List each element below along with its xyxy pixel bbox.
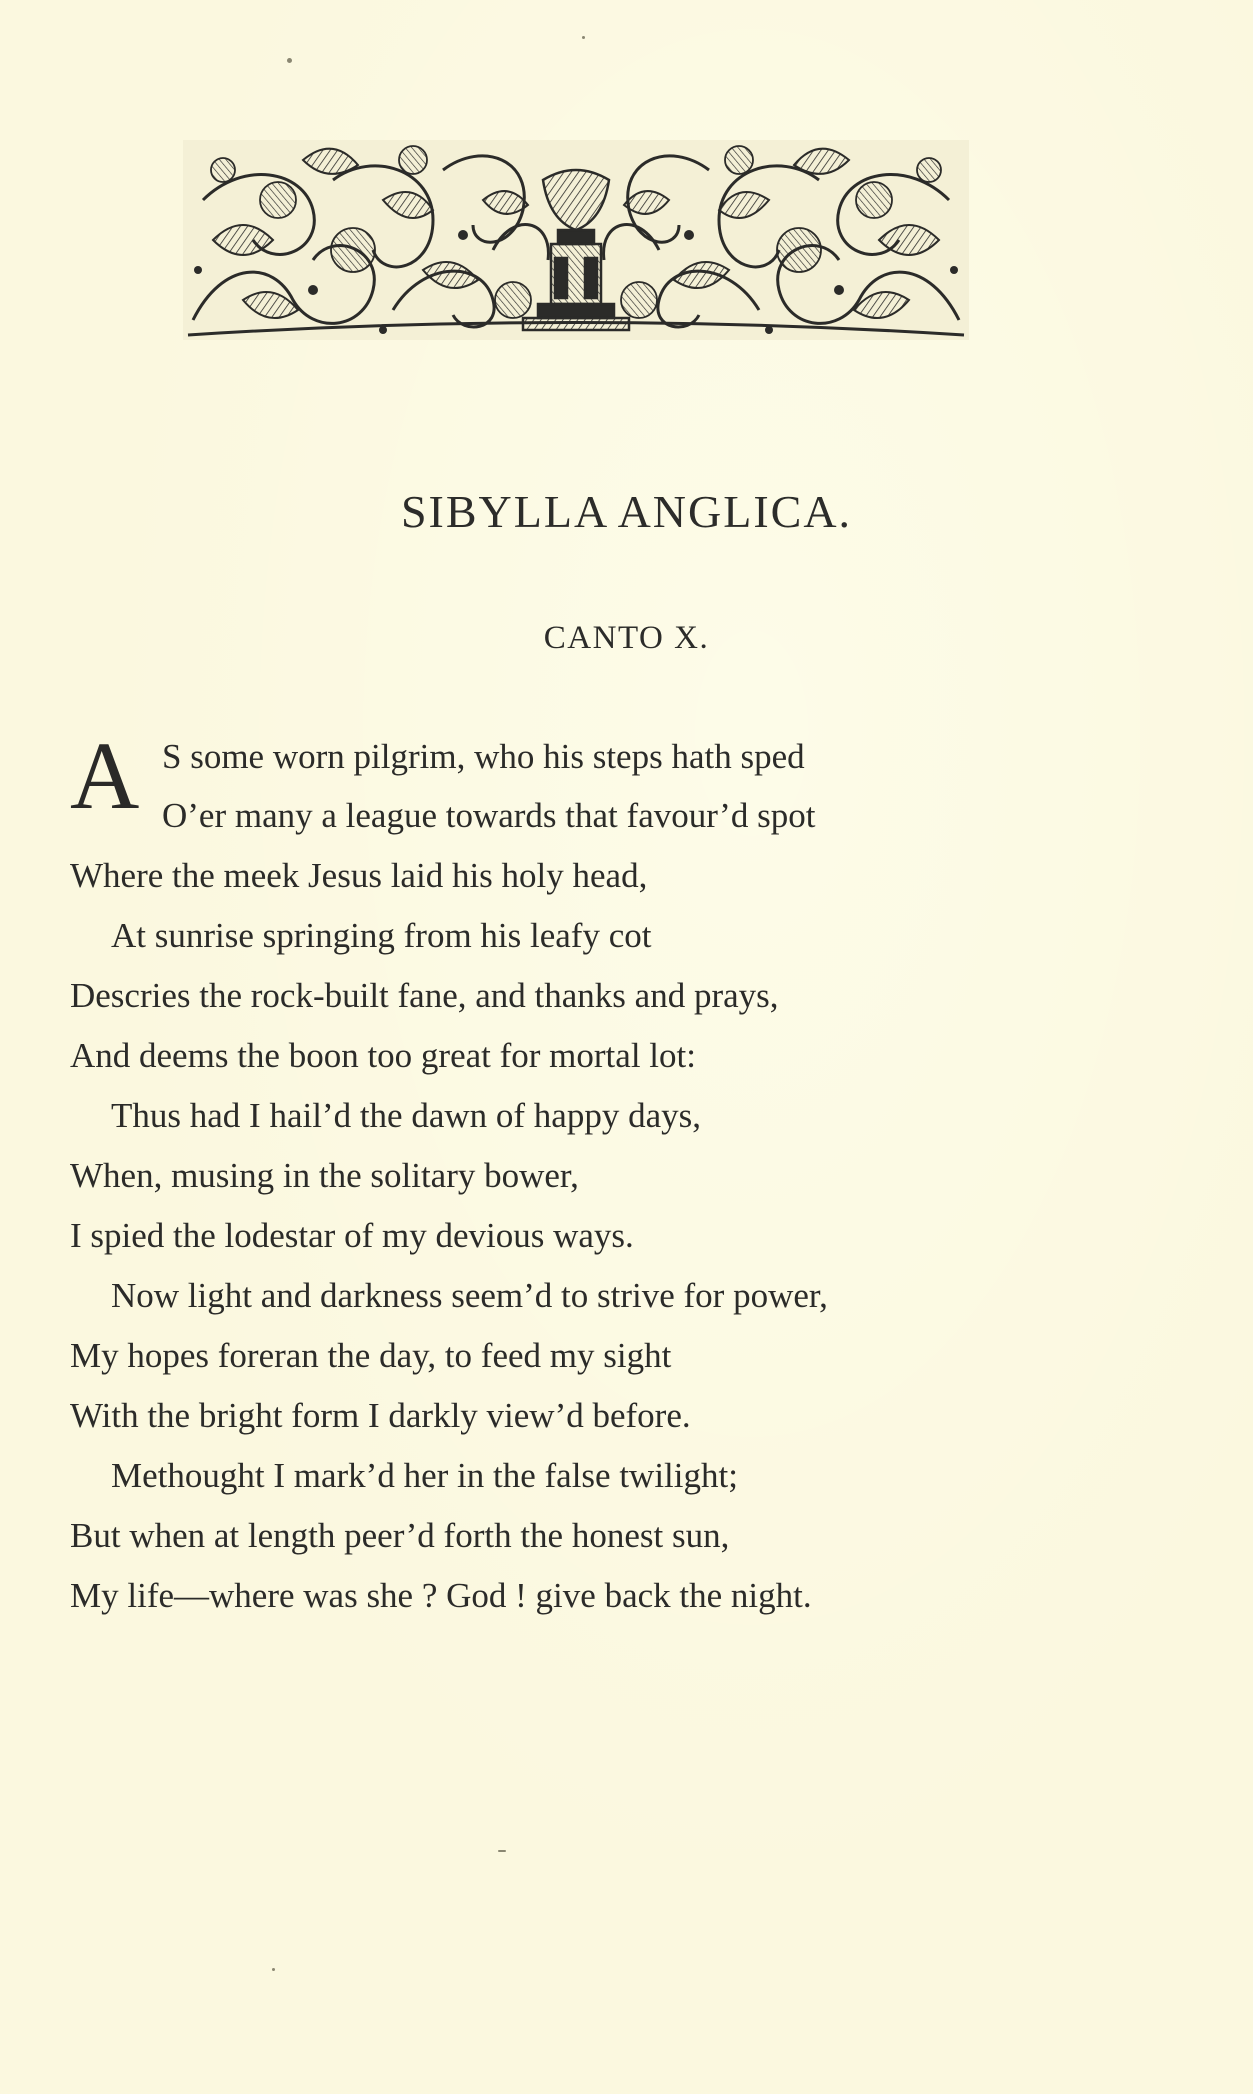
poem-line: With the bright form I darkly view’d before. [70,1396,691,1435]
paper-speck [272,1968,275,1971]
poem-line: At sunrise springing from his leafy cot [111,916,652,955]
poem-line: I spied the lodestar of my devious ways. [70,1216,634,1255]
poem-line: S some worn pilgrim, who his steps hath sped [162,737,805,776]
poem-line: Thus had I hail’d the dawn of happy days, [111,1096,701,1135]
poem-line: O’er many a league towards that favour’d spot [162,796,816,835]
poem-line: Where the meek Jesus laid his holy head, [70,856,648,895]
poem-line: But when at length peer’d forth the honest sun, [70,1516,730,1555]
poem-line: My life—where was she ? God ! give back the night. [70,1576,812,1615]
drop-cap: A [70,722,140,829]
poem-line: Methought I mark’d her in the false twilight; [111,1456,738,1495]
paper-speck [582,36,585,39]
poem-line: When, musing in the solitary bower, [70,1156,579,1195]
poem-line: Now light and darkness seem’d to strive for power, [111,1276,828,1315]
floral-headpiece-ornament-icon [183,140,969,340]
poem-line: My hopes foreran the day, to feed my sight [70,1336,672,1375]
paper-speck [498,1850,506,1852]
canto-heading: CANTO X. [543,620,710,656]
poem-line: Descries the rock-built fane, and thanks and prays, [70,976,779,1015]
poem-line: And deems the boon too great for mortal lot: [70,1036,696,1075]
page-title: SIBYLLA ANGLICA. [400,486,853,537]
paper-speck [287,58,292,63]
